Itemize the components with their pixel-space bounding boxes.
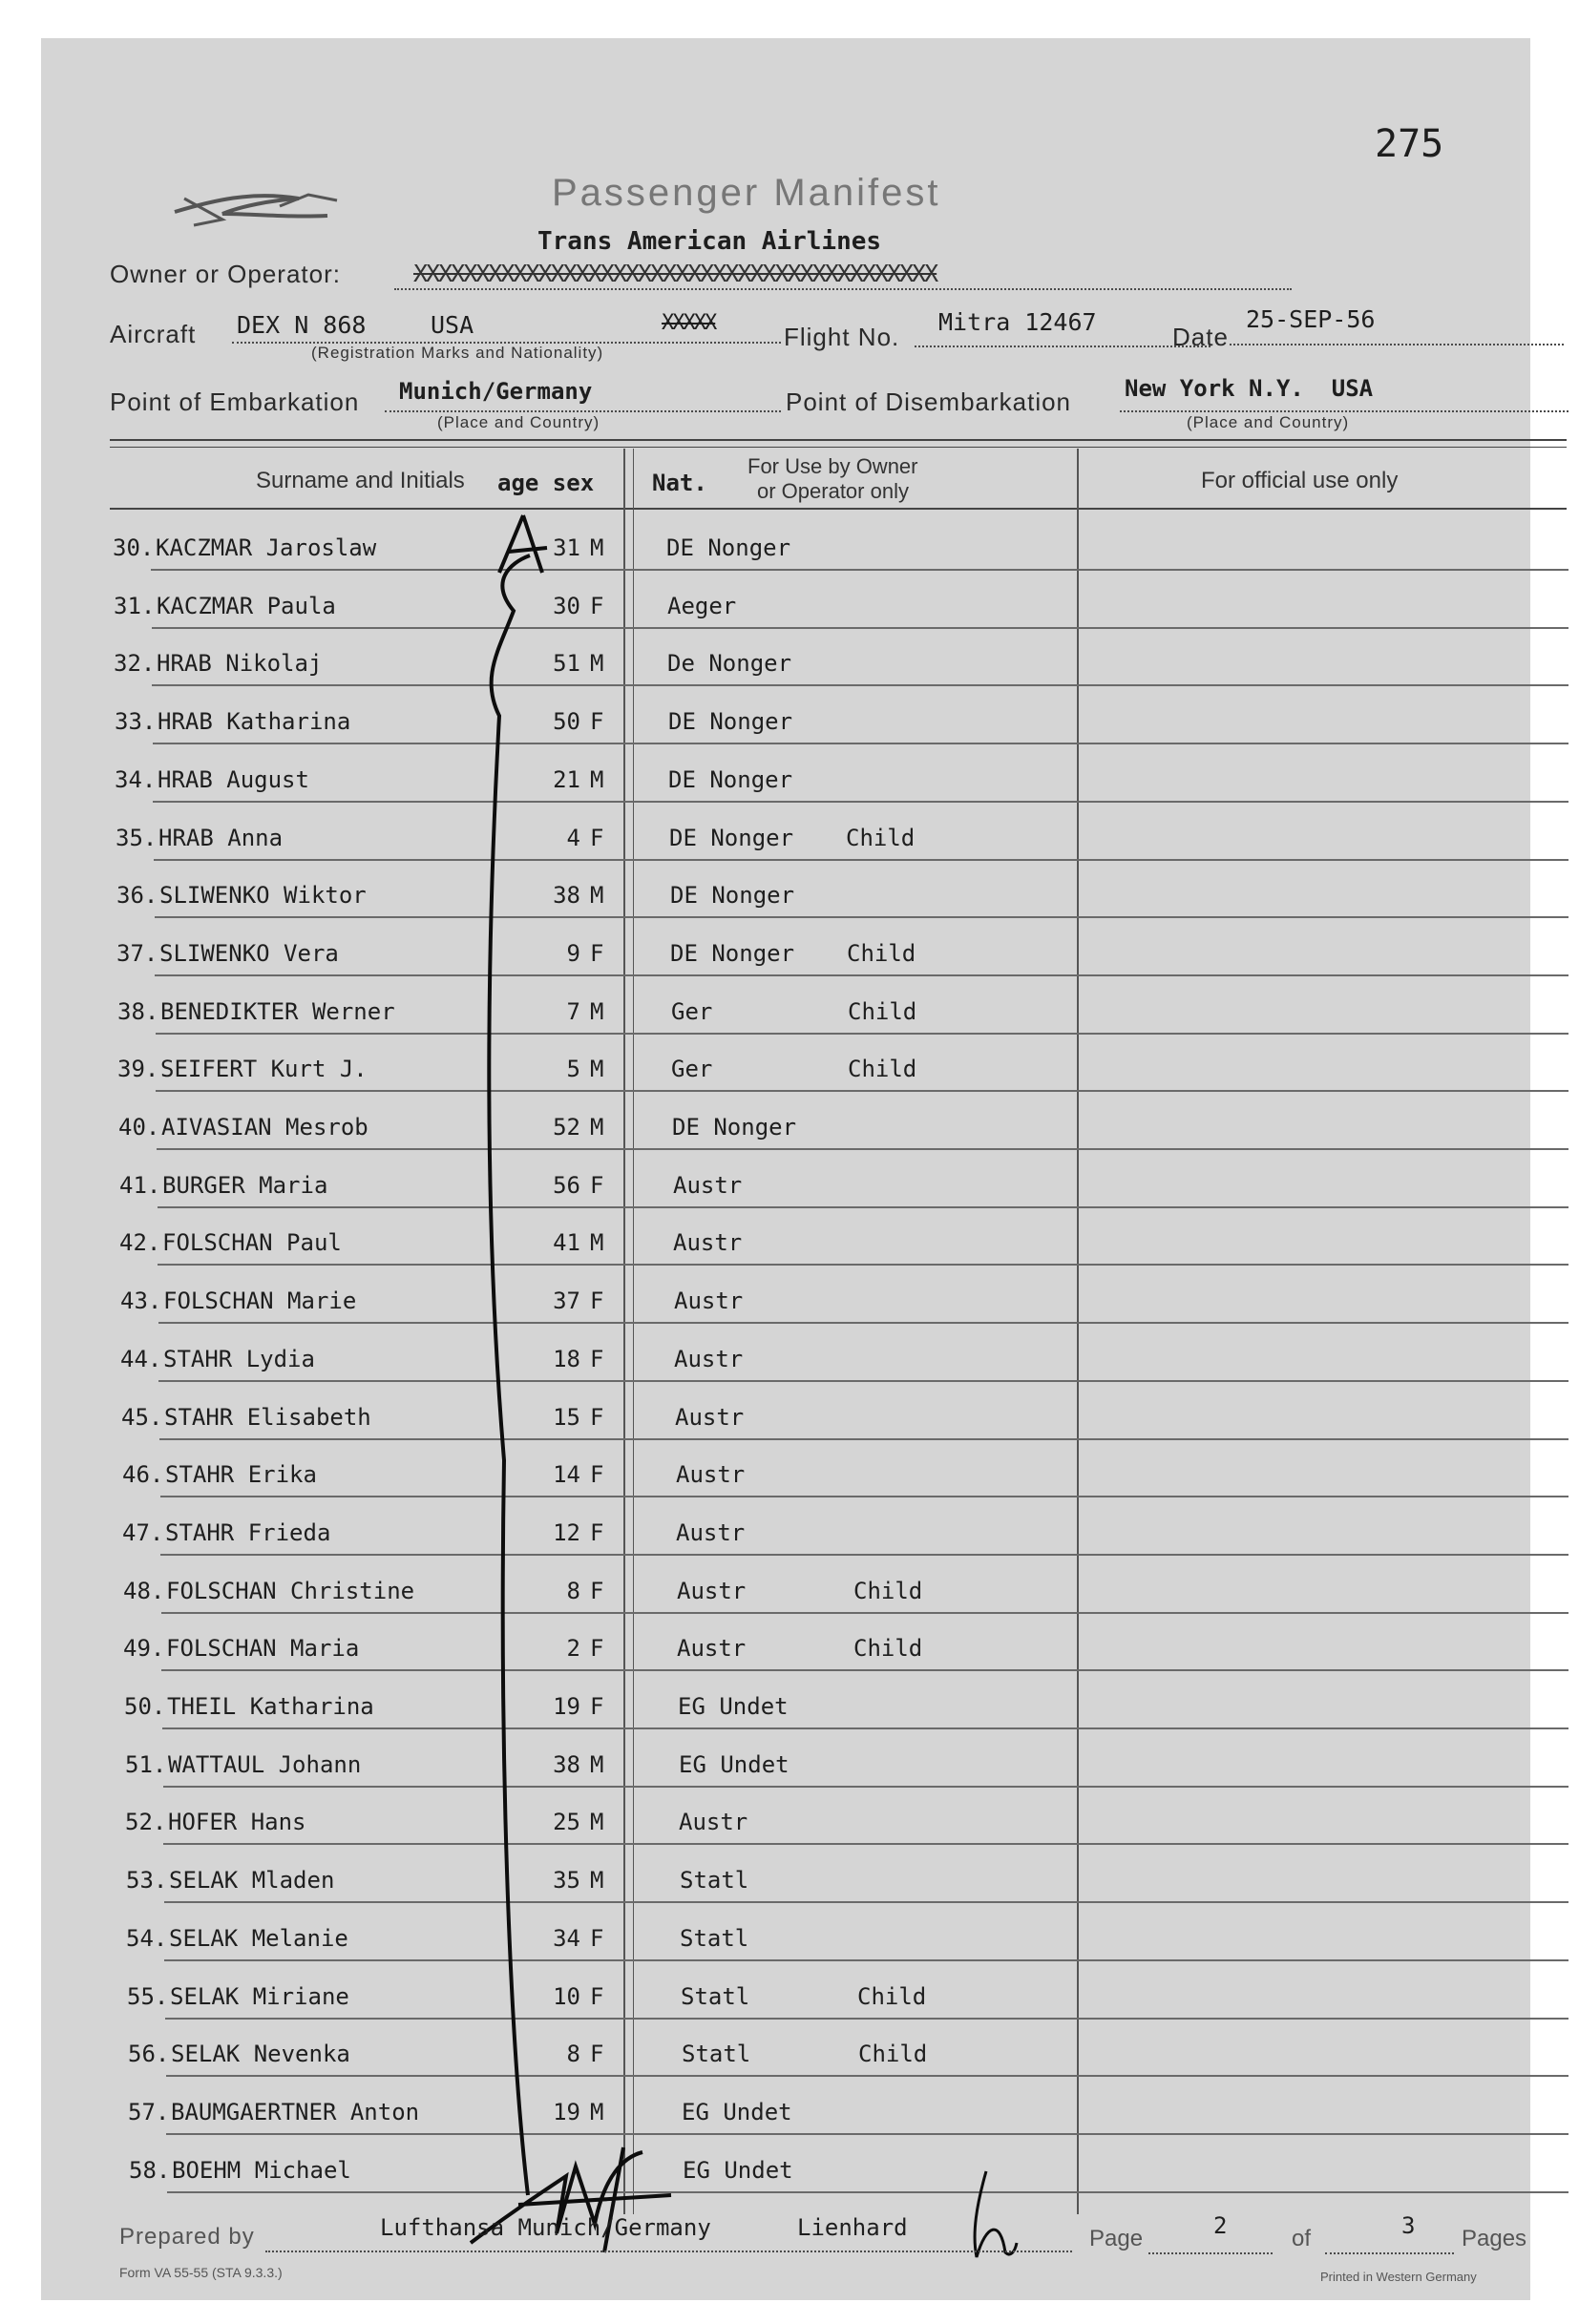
passenger-sex: F xyxy=(590,1288,604,1314)
passenger-nationality: Ger xyxy=(671,1056,713,1082)
row-rule xyxy=(160,1554,1568,1556)
passenger-age: 51 xyxy=(553,650,580,677)
printed-in: Printed in Western Germany xyxy=(1320,2270,1477,2284)
passenger-age: 8 xyxy=(566,2041,580,2067)
passenger-age: 2 xyxy=(566,1635,580,1662)
aircraft-label: Aircraft xyxy=(110,320,197,348)
table-row xyxy=(41,593,1530,631)
passenger-name: HRAB Nikolaj xyxy=(157,650,323,677)
passenger-age: 8 xyxy=(566,1578,580,1604)
row-rule xyxy=(152,684,1568,686)
aircraft-caption: (Registration Marks and Nationality) xyxy=(311,344,604,362)
passenger-name: SELAK Melanie xyxy=(169,1925,348,1952)
passenger-nationality: EG Undet xyxy=(679,1751,790,1778)
passenger-sex: F xyxy=(590,1578,604,1604)
passenger-name: HOFER Hans xyxy=(168,1809,306,1835)
passenger-note: Child xyxy=(847,940,916,967)
passenger-number: 49. xyxy=(123,1635,165,1662)
passenger-name: THEIL Katharina xyxy=(167,1693,374,1720)
passenger-nationality: DE Nonger xyxy=(668,708,793,735)
passenger-nationality: Austr xyxy=(676,1461,746,1488)
row-rule xyxy=(153,743,1568,744)
passenger-age: 56 xyxy=(553,1172,580,1199)
passenger-name: FOLSCHAN Maria xyxy=(166,1635,360,1662)
passenger-sex: F xyxy=(590,1983,604,2010)
passenger-age: 25 xyxy=(553,1809,580,1835)
row-rule xyxy=(166,2075,1568,2077)
passenger-number: 32. xyxy=(114,650,156,677)
passenger-number: 44. xyxy=(120,1346,162,1372)
row-rule xyxy=(163,1843,1568,1845)
row-rule xyxy=(167,2191,1568,2193)
passenger-sex: M xyxy=(590,1751,604,1778)
passenger-nationality: Austr xyxy=(676,1519,746,1546)
passenger-sex: M xyxy=(590,534,604,561)
passenger-name: FOLSCHAN Paul xyxy=(162,1229,342,1256)
passenger-sex: M xyxy=(590,1114,604,1141)
passenger-nationality: Austr xyxy=(673,1229,743,1256)
row-rule xyxy=(158,1322,1568,1324)
passenger-age: 19 xyxy=(553,2099,580,2125)
passenger-number: 51. xyxy=(125,1751,167,1778)
passenger-sex: F xyxy=(590,1693,604,1720)
aircraft-value: DEX N 868 xyxy=(237,311,367,339)
passenger-nationality: Statl xyxy=(680,1925,749,1952)
passenger-name: AIVASIAN Mesrob xyxy=(161,1114,368,1141)
passenger-note: Child xyxy=(853,1578,923,1604)
passenger-name: STAHR Elisabeth xyxy=(164,1404,371,1431)
row-rule xyxy=(158,1206,1568,1208)
table-row xyxy=(41,998,1530,1036)
passenger-age: 7 xyxy=(566,998,580,1025)
table-row xyxy=(41,1461,1530,1499)
table-row xyxy=(41,1519,1530,1558)
col-header-official: For official use only xyxy=(1201,468,1399,493)
passenger-sex: F xyxy=(590,708,604,735)
passenger-number: 35. xyxy=(116,825,158,851)
embarkation-caption: (Place and Country) xyxy=(437,413,600,431)
passenger-nationality: EG Undet xyxy=(682,2099,792,2125)
passenger-sex: F xyxy=(590,825,604,851)
passenger-name: BENEDIKTER Werner xyxy=(160,998,395,1025)
passenger-sex: M xyxy=(590,650,604,677)
page-number: 275 xyxy=(1375,122,1444,166)
passenger-age: 41 xyxy=(553,1229,580,1256)
passenger-nationality: Statl xyxy=(682,2041,751,2067)
table-row xyxy=(41,1983,1530,2021)
passenger-number: 34. xyxy=(115,766,157,793)
passenger-nationality: Austr xyxy=(674,1288,744,1314)
passenger-sex: F xyxy=(590,1172,604,1199)
table-row xyxy=(41,1172,1530,1210)
passenger-age: 38 xyxy=(553,1751,580,1778)
passenger-number: 56. xyxy=(128,2041,170,2067)
passenger-number: 41. xyxy=(119,1172,161,1199)
passenger-number: 31. xyxy=(114,593,156,619)
prepared-by-value: Lufthansa Munich/Germany xyxy=(380,2214,711,2241)
table-row xyxy=(41,1809,1530,1847)
passenger-note: Child xyxy=(853,1635,923,1662)
col-header-owner-use-1: For Use by Owner xyxy=(747,454,918,478)
passenger-nationality: Austr xyxy=(673,1172,743,1199)
passenger-sex: F xyxy=(590,1346,604,1372)
page-value: 2 xyxy=(1213,2212,1228,2239)
row-rule xyxy=(154,859,1568,861)
passenger-sex: M xyxy=(590,1867,604,1894)
passenger-nationality: Austr xyxy=(679,1809,748,1835)
table-row xyxy=(41,2099,1530,2137)
disembarkation-value: New York N.Y. USA xyxy=(1125,375,1374,402)
passenger-age: 10 xyxy=(553,1983,580,2010)
table-row xyxy=(41,1578,1530,1616)
passenger-note: Child xyxy=(848,998,917,1025)
passenger-number: 33. xyxy=(115,708,157,735)
passenger-number: 54. xyxy=(126,1925,168,1952)
col-header-name: Surname and Initials xyxy=(256,468,465,493)
passenger-number: 40. xyxy=(118,1114,160,1141)
row-rule xyxy=(164,1901,1568,1903)
passenger-sex: M xyxy=(590,1056,604,1082)
table-row xyxy=(41,1867,1530,1905)
row-rule xyxy=(156,1033,1568,1035)
passenger-sex: F xyxy=(590,1635,604,1662)
passenger-nationality: Statl xyxy=(681,1983,750,2010)
passenger-name: SELAK Mladen xyxy=(169,1867,335,1894)
owner-struck-text: XXXXXXXXXXXXXXXXXXXXXXXXXXXXXXXXXXXXXXXXXX xyxy=(413,260,937,287)
table-row xyxy=(41,1693,1530,1731)
row-rule xyxy=(162,1727,1568,1729)
disembarkation-line xyxy=(1120,410,1568,412)
table-top-rule xyxy=(110,439,1567,441)
airline-logo-icon xyxy=(165,172,347,248)
passenger-note: Child xyxy=(848,1056,917,1082)
of-value: 3 xyxy=(1401,2212,1416,2239)
passenger-number: 57. xyxy=(128,2099,170,2125)
passenger-age: 19 xyxy=(553,1693,580,1720)
owner-value: Trans American Airlines xyxy=(537,227,882,256)
row-rule xyxy=(155,974,1568,976)
table-row xyxy=(41,940,1530,978)
passenger-age: 18 xyxy=(553,1346,580,1372)
passenger-name: BURGER Maria xyxy=(162,1172,328,1199)
row-rule xyxy=(161,1612,1568,1614)
passenger-name: SELAK Miriane xyxy=(170,1983,349,2010)
table-row xyxy=(41,708,1530,746)
table-row xyxy=(41,2157,1530,2195)
row-rule xyxy=(159,1438,1568,1440)
prepared-by-line xyxy=(265,2251,1072,2252)
passenger-name: FOLSCHAN Christine xyxy=(166,1578,415,1604)
passenger-nationality: Aeger xyxy=(667,593,737,619)
passenger-name: FOLSCHAN Marie xyxy=(163,1288,357,1314)
passenger-number: 45. xyxy=(121,1404,163,1431)
table-row xyxy=(41,1288,1530,1326)
initial-scribble xyxy=(958,2167,1034,2262)
passenger-sex: F xyxy=(590,940,604,967)
passenger-age: 9 xyxy=(566,940,580,967)
table-row xyxy=(41,1229,1530,1267)
page-label: Page xyxy=(1089,2226,1144,2251)
passenger-age: 21 xyxy=(553,766,580,793)
table-row xyxy=(41,1925,1530,1963)
passenger-number: 48. xyxy=(123,1578,165,1604)
passenger-age: 38 xyxy=(553,882,580,909)
passenger-sex: F xyxy=(590,593,604,619)
passenger-sex: F xyxy=(590,1404,604,1431)
passenger-name: HRAB Katharina xyxy=(158,708,351,735)
passenger-number: 38. xyxy=(117,998,159,1025)
table-row xyxy=(41,1751,1530,1790)
passenger-number: 42. xyxy=(119,1229,161,1256)
passenger-nationality: Austr xyxy=(677,1635,747,1662)
passenger-note: Child xyxy=(858,2041,928,2067)
passenger-name: BAUMGAERTNER Anton xyxy=(171,2099,420,2125)
passenger-name: HRAB August xyxy=(158,766,309,793)
passenger-nationality: Ger xyxy=(671,998,713,1025)
prepared-by-name: Lienhard xyxy=(797,2214,908,2241)
passenger-nationality: DE Nonger xyxy=(668,766,793,793)
passenger-number: 43. xyxy=(120,1288,162,1314)
passenger-name: STAHR Erika xyxy=(165,1461,317,1488)
flight-label: Flight No. xyxy=(784,323,900,351)
passenger-number: 50. xyxy=(124,1693,166,1720)
flight-line xyxy=(915,345,1211,347)
passenger-name: BOEHM Michael xyxy=(172,2157,351,2184)
aircraft-struck-text: XXXXX xyxy=(662,311,716,335)
passenger-number: 55. xyxy=(127,1983,169,2010)
signature-scribble xyxy=(461,2138,690,2262)
passenger-age: 30 xyxy=(553,593,580,619)
row-rule xyxy=(166,2133,1568,2135)
owner-line xyxy=(394,288,1292,290)
flight-value: Mitra 12467 xyxy=(938,308,1097,336)
passenger-age: 12 xyxy=(553,1519,580,1546)
date-label: Date xyxy=(1172,323,1229,351)
passenger-age: 31 xyxy=(553,534,580,561)
table-row xyxy=(41,1635,1530,1673)
passenger-name: HRAB Anna xyxy=(158,825,284,851)
embarkation-label: Point of Embarkation xyxy=(110,387,360,416)
embarkation-value: Munich/Germany xyxy=(399,378,593,405)
passenger-nationality: EG Undet xyxy=(678,1693,789,1720)
row-rule xyxy=(152,627,1568,629)
passenger-age: 50 xyxy=(553,708,580,735)
disembarkation-caption: (Place and Country) xyxy=(1187,413,1350,431)
disembarkation-label: Point of Disembarkation xyxy=(786,387,1072,416)
passenger-age: 37 xyxy=(553,1288,580,1314)
table-row xyxy=(41,825,1530,863)
date-line xyxy=(1230,344,1564,345)
pages-label: Pages xyxy=(1462,2226,1527,2251)
col-header-owner-use-2: or Operator only xyxy=(757,479,909,503)
passenger-age: 34 xyxy=(553,1925,580,1952)
passenger-number: 46. xyxy=(122,1461,164,1488)
col-header-nat: Nat. xyxy=(652,470,707,496)
row-rule xyxy=(163,1786,1568,1788)
passenger-nationality: Austr xyxy=(674,1346,744,1372)
passenger-sex: M xyxy=(590,1809,604,1835)
passenger-age: 4 xyxy=(566,825,580,851)
row-rule xyxy=(157,1148,1568,1150)
passenger-number: 36. xyxy=(116,882,158,909)
passenger-name: KACZMAR Paula xyxy=(157,593,336,619)
table-row xyxy=(41,650,1530,688)
table-row xyxy=(41,534,1530,573)
row-rule xyxy=(160,1496,1568,1497)
passenger-name: SLIWENKO Wiktor xyxy=(159,882,367,909)
passenger-nationality: DE Nonger xyxy=(672,1114,797,1141)
passenger-number: 58. xyxy=(129,2157,171,2184)
date-value: 25-SEP-56 xyxy=(1246,305,1376,333)
row-rule xyxy=(153,801,1568,803)
table-top-rule-2 xyxy=(110,447,1567,448)
passenger-age: 5 xyxy=(566,1056,580,1082)
handwritten-bracket-mark xyxy=(471,506,585,2243)
embarkation-line xyxy=(385,410,781,412)
passenger-number: 39. xyxy=(117,1056,159,1082)
manifest-sheet xyxy=(41,38,1530,2300)
row-rule xyxy=(155,916,1568,918)
passenger-name: STAHR Frieda xyxy=(165,1519,331,1546)
row-rule xyxy=(158,1264,1568,1266)
passenger-age: 15 xyxy=(553,1404,580,1431)
passenger-number: 30. xyxy=(113,534,155,561)
passenger-name: SELAK Nevenka xyxy=(171,2041,350,2067)
passenger-sex: M xyxy=(590,766,604,793)
passenger-sex: F xyxy=(590,1925,604,1952)
header-bottom-rule xyxy=(110,508,1567,510)
aircraft-nationality: USA xyxy=(431,311,474,339)
passenger-sex: M xyxy=(590,998,604,1025)
col-header-age-sex: age sex xyxy=(497,470,595,496)
passenger-nationality: EG Undet xyxy=(683,2157,793,2184)
passenger-note: Child xyxy=(846,825,916,851)
passenger-age: 35 xyxy=(553,1867,580,1894)
owner-label: Owner or Operator: xyxy=(110,260,341,288)
passenger-sex: F xyxy=(590,2041,604,2067)
table-row xyxy=(41,766,1530,805)
table-row xyxy=(41,1114,1530,1152)
table-row xyxy=(41,2041,1530,2079)
passenger-name: WATTAUL Johann xyxy=(168,1751,362,1778)
table-row xyxy=(41,882,1530,920)
passenger-nationality: Statl xyxy=(680,1867,749,1894)
row-rule xyxy=(156,1090,1568,1092)
row-rule xyxy=(158,1380,1568,1382)
passenger-name: STAHR Lydia xyxy=(163,1346,315,1372)
passenger-number: 37. xyxy=(116,940,158,967)
prepared-by-label: Prepared by xyxy=(119,2224,255,2250)
passenger-number: 53. xyxy=(126,1867,168,1894)
row-rule xyxy=(165,2018,1568,2020)
passenger-sex: M xyxy=(590,882,604,909)
passenger-nationality: De Nonger xyxy=(667,650,792,677)
passenger-nationality: DE Nonger xyxy=(670,940,795,967)
table-row xyxy=(41,1404,1530,1442)
of-line xyxy=(1325,2252,1454,2254)
passenger-name: KACZMAR Jaroslaw xyxy=(156,534,377,561)
passenger-name: SLIWENKO Vera xyxy=(159,940,339,967)
passenger-age: 52 xyxy=(553,1114,580,1141)
passenger-sex: F xyxy=(590,1461,604,1488)
passenger-number: 47. xyxy=(122,1519,164,1546)
passenger-sex: F xyxy=(590,1519,604,1546)
passenger-age: 14 xyxy=(553,1461,580,1488)
table-row xyxy=(41,1056,1530,1094)
page-title: Passenger Manifest xyxy=(552,172,941,214)
passenger-nationality: DE Nonger xyxy=(669,825,794,851)
passenger-nationality: DE Nonger xyxy=(670,882,795,909)
passenger-nationality: Austr xyxy=(677,1578,747,1604)
passenger-nationality: DE Nonger xyxy=(666,534,791,561)
passenger-number: 52. xyxy=(125,1809,167,1835)
form-code: Form VA 55-55 (STA 9.3.3.) xyxy=(119,2265,283,2280)
row-rule xyxy=(151,569,1568,571)
of-label: of xyxy=(1292,2226,1312,2251)
row-rule xyxy=(164,1959,1568,1961)
passenger-nationality: Austr xyxy=(675,1404,745,1431)
row-rule xyxy=(161,1669,1568,1671)
passenger-sex: M xyxy=(590,2099,604,2125)
page-line xyxy=(1148,2252,1273,2254)
passenger-note: Child xyxy=(857,1983,927,2010)
table-row xyxy=(41,1346,1530,1384)
passenger-name: SEIFERT Kurt J. xyxy=(160,1056,368,1082)
passenger-sex: M xyxy=(590,1229,604,1256)
